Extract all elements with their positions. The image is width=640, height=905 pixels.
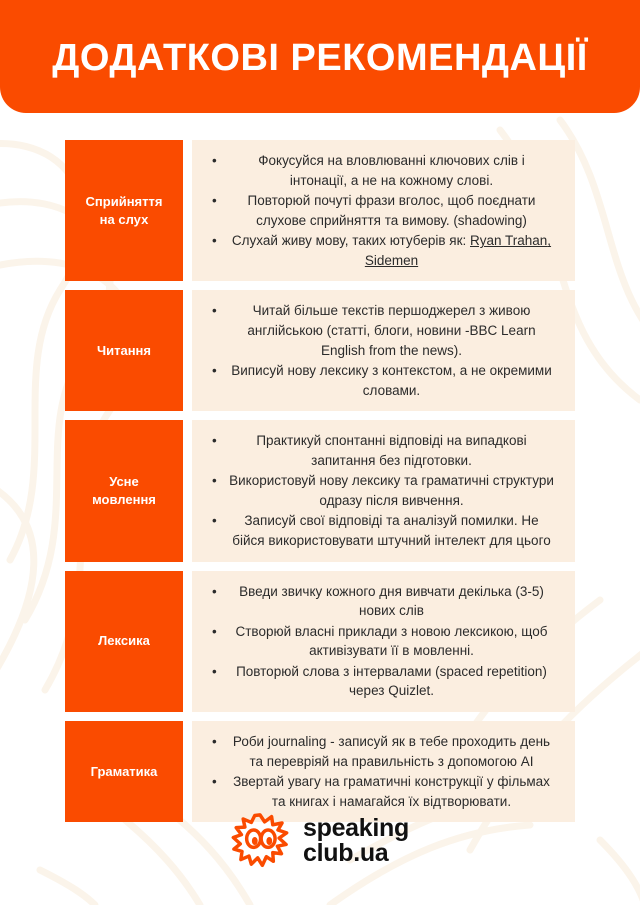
- category-label-line: Усне: [109, 474, 139, 490]
- list-item: [200, 582, 559, 621]
- page-title: ДОДАТКОВІ РЕКОМЕНДАЦІЇ: [52, 36, 588, 79]
- recommendation-text: Читай більше текстів першоджерел з живою англійською (статті, блоги, новини -BBC Learn English from the news).: [247, 303, 536, 358]
- table-row: [65, 571, 575, 712]
- list-item: [200, 511, 559, 550]
- resource-link[interactable]: Ryan Trahan: [470, 233, 548, 249]
- header-banner: [0, 0, 640, 113]
- list-item: [200, 662, 559, 701]
- category-label-cell: [65, 420, 183, 561]
- category-label-text: [91, 763, 158, 781]
- logo-wordmark-line-2: club.ua: [303, 839, 389, 867]
- category-label-line: Лексика: [98, 633, 150, 649]
- recommendation-text: Слухай живу мову, таких ютуберів як:: [231, 233, 470, 249]
- bullet-icon: •: [212, 193, 217, 209]
- footer-logo: [0, 812, 640, 870]
- recommendations-table: [65, 140, 575, 831]
- recommendations-cell: [192, 721, 575, 822]
- recommendation-text: Звертай увагу на граматичні конструкції у фільмах та книгах і намагайся їх відтворювати.: [233, 774, 550, 809]
- recommendations-cell: [192, 420, 575, 561]
- recommendation-text: Фокусуйся на вловлюванні ключових слів і інтонації, а не на кожному слові.: [258, 153, 525, 188]
- bullet-icon: •: [212, 623, 217, 639]
- recommendation-list: [200, 151, 559, 270]
- category-label-line: мовлення: [92, 491, 156, 507]
- bullet-icon: •: [212, 513, 217, 529]
- recommendation-text: Введи звичку кожного дня вивчати декілька (3-5) нових слів: [239, 583, 544, 619]
- bullet-icon: •: [212, 473, 217, 489]
- category-label-line: Сприйняття: [85, 194, 163, 210]
- category-label-text: [97, 342, 151, 360]
- list-item: [200, 231, 559, 270]
- spiky-sun-eyes-icon: [231, 812, 289, 870]
- recommendation-text: Повторюй почуті фрази вголос, щоб поєднати слухове сприйняття та вимову. (shadowing): [247, 193, 536, 228]
- category-label-line: на слух: [99, 211, 149, 227]
- category-label-text: [86, 193, 163, 228]
- bullet-icon: •: [212, 303, 217, 319]
- bullet-icon: •: [212, 583, 217, 599]
- category-label-text: [92, 473, 156, 508]
- category-label-cell: [65, 140, 183, 281]
- bullet-icon: •: [212, 663, 217, 679]
- recommendation-text: Виписуй нову лексику з контекстом, а не окремими словами.: [231, 363, 552, 398]
- bullet-icon: •: [212, 774, 217, 790]
- list-item: [200, 772, 559, 811]
- recommendation-text: Записуй свої відповіді та аналізуй помилки. Не бійся використовувати штучний інтелект для цього: [232, 513, 551, 548]
- bullet-icon: •: [212, 433, 217, 449]
- recommendations-cell: [192, 571, 575, 712]
- category-label-cell: [65, 571, 183, 712]
- list-item: [200, 431, 559, 470]
- recommendation-list: [200, 582, 559, 701]
- list-item: [200, 361, 559, 400]
- recommendation-text: Повторюй слова з інтервалами (spaced repetition) через Quizlet.: [236, 663, 547, 699]
- list-item: [200, 622, 559, 661]
- table-row: [65, 140, 575, 281]
- recommendation-list: [200, 732, 559, 811]
- category-label-cell: [65, 290, 183, 411]
- recommendation-list: [200, 301, 559, 400]
- category-label-line: Читання: [96, 343, 151, 358]
- recommendation-text: Створюй власні приклади з новою лексикою, щоб активізувати її в мовленні.: [235, 623, 548, 659]
- recommendation-text: Роби journaling - записуй як в тебе проходить день та перевріяй на правильність з допомогою AI: [232, 733, 551, 769]
- bullet-icon: •: [212, 363, 217, 379]
- list-item: [200, 191, 559, 230]
- logo-wordmark: [303, 816, 409, 866]
- resource-link[interactable]: ,: [547, 233, 552, 249]
- recommendations-cell: [192, 290, 575, 411]
- recommendation-text: Практикуй спонтанні відповіді на випадкові запитання без підготовки.: [256, 433, 527, 468]
- bullet-icon: •: [212, 733, 217, 749]
- table-row: [65, 420, 575, 561]
- list-item: [200, 301, 559, 360]
- category-label-line: Граматика: [90, 763, 158, 779]
- bullet-icon: •: [212, 153, 217, 168]
- list-item: [200, 151, 559, 190]
- bullet-icon: •: [212, 233, 217, 249]
- recommendations-cell: [192, 140, 575, 281]
- recommendation-list: [200, 431, 559, 550]
- table-row: [65, 290, 575, 411]
- list-item: [200, 732, 559, 771]
- recommendation-text: Використовуй нову лексику та граматичні структури одразу після вивчення.: [229, 473, 554, 508]
- list-item: [200, 471, 559, 510]
- category-label-cell: [65, 721, 183, 822]
- table-row: [65, 721, 575, 822]
- category-label-text: [98, 632, 150, 650]
- logo-wordmark-line-1: speaking: [303, 814, 409, 842]
- resource-link[interactable]: Sidemen: [364, 252, 419, 268]
